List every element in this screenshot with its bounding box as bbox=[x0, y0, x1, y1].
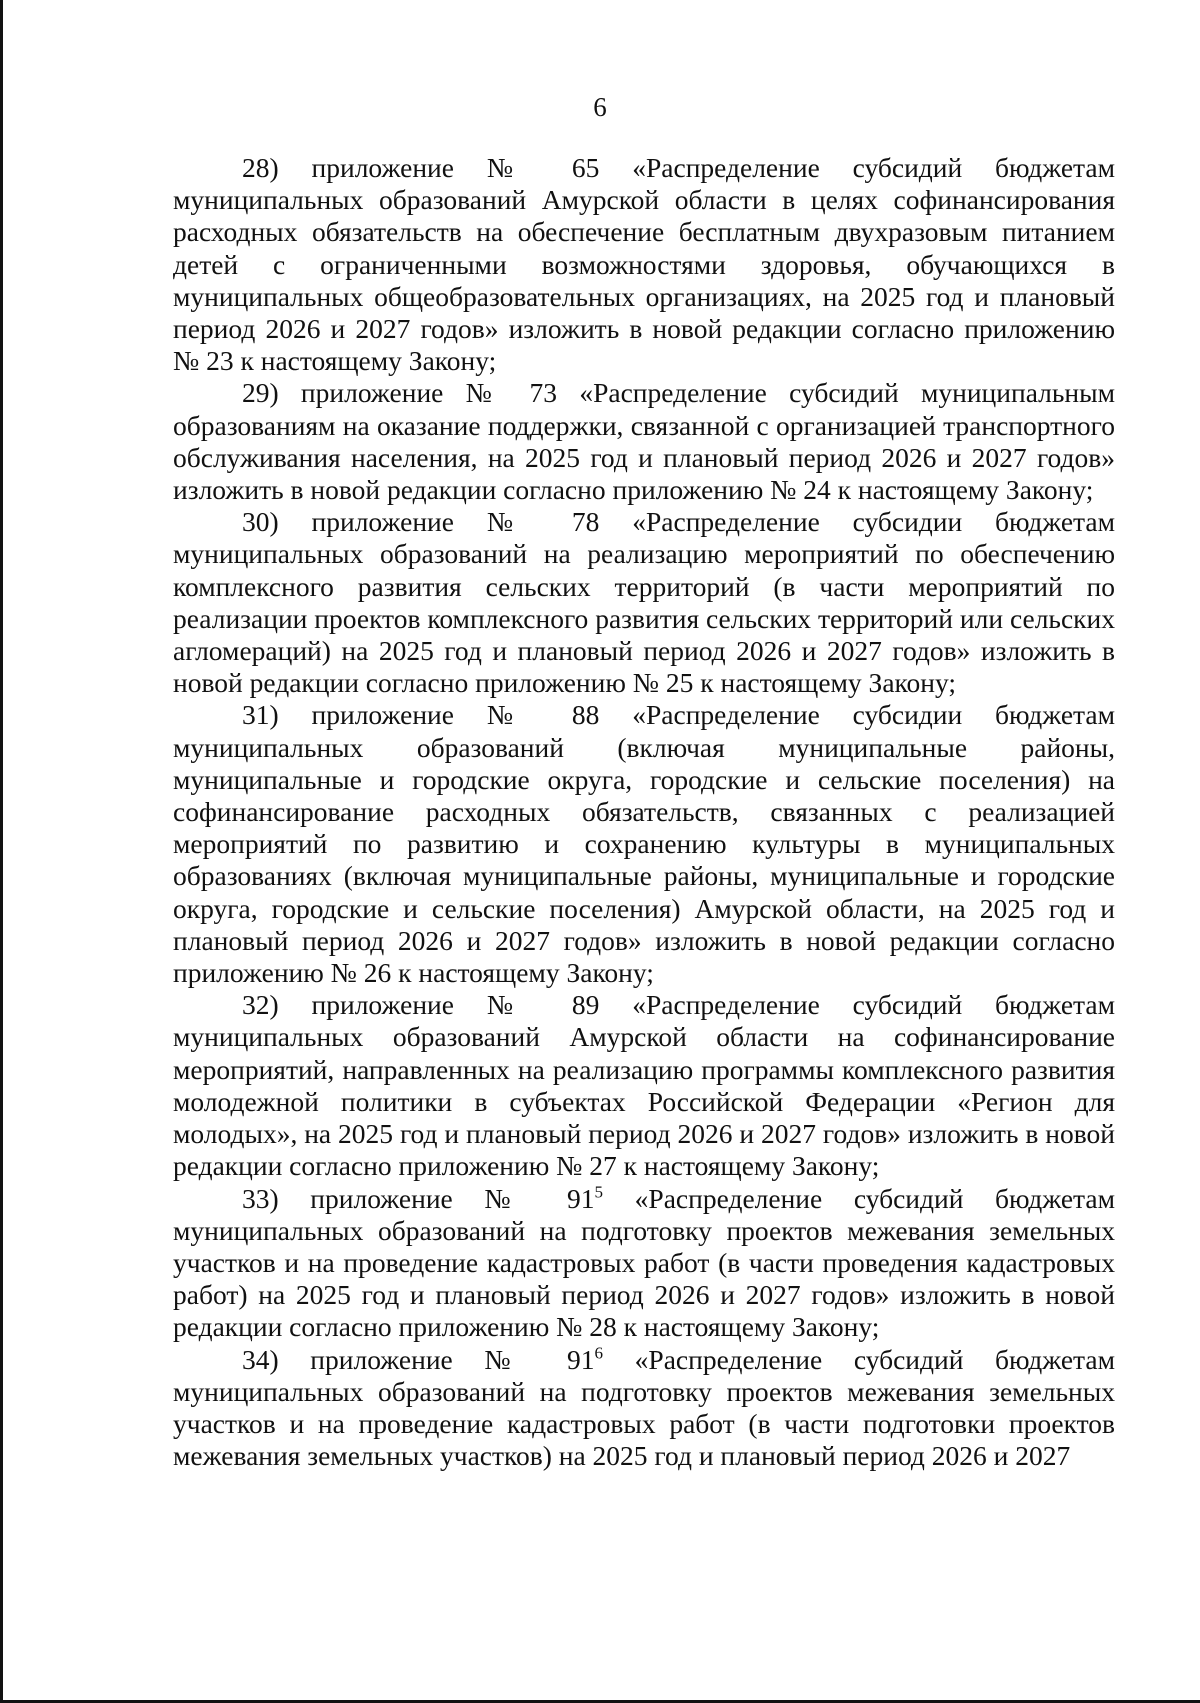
paragraph-32 bbox=[173, 989, 1115, 1182]
paragraph-text: 32) приложение № 89 «Распределение субсидий бюджетам муниципальных образований Амурской области на софинансирование мероприятий, направленных на реализацию программы комплексного развития молодежной политики в субъектах Российской Федерации «Регион для молодых», на 2025 год и плановый период 2026 и 2027 годов» изложить в новой редакции согласно приложению № 27 к настоящему Закону; bbox=[173, 989, 1115, 1182]
paragraph-28 bbox=[173, 152, 1115, 377]
superscript-index: 5 bbox=[594, 1181, 604, 1201]
paragraph-text: 31) приложение № 88 «Распределение субсидии бюджетам муниципальных образований (включая муниципальные районы, муниципальные и городские округа, городские и сельские поселения) на софинансирование расходных обязательств, связанных с реализацией мероприятий по развитию и сохранению культуры в муниципальных образованиях (включая муниципальные районы, муниципальные и городские округа, городские и сельские поселения) Амурской области, на 2025 год и плановый период 2026 и 2027 годов» изложить в новой редакции согласно приложению № 26 к настоящему Закону; bbox=[173, 699, 1115, 989]
paragraph-text-start: 33) приложение № 91 bbox=[242, 1182, 595, 1214]
page-number: 6 bbox=[593, 92, 607, 122]
paragraph-30 bbox=[173, 506, 1115, 699]
paragraph-text-start: 34) приложение № 91 bbox=[242, 1343, 595, 1375]
paragraph-34 bbox=[173, 1344, 1115, 1473]
paragraph-29 bbox=[173, 377, 1115, 506]
paragraph-text-rest: «Распределение субсидий бюджетам муниципальных образований на подготовку проектов межевания земельных участков и на проведение кадастровых работ (в части подготовки проектов межевания земельных участков) на 2025 год и плановый период 2026 и 2027 bbox=[173, 1343, 1115, 1472]
paragraph-text: 29) приложение № 73 «Распределение субсидий муниципальным образованиям на оказание поддержки, связанной с организацией транспортного обслуживания населения, на 2025 год и плановый период 2026 и 2027 годов» изложить в новой редакции согласно приложению № 24 к настоящему Закону; bbox=[173, 377, 1115, 506]
document-body bbox=[173, 152, 1115, 1472]
paragraph-31 bbox=[173, 699, 1115, 989]
paragraph-text: 30) приложение № 78 «Распределение субсидии бюджетам муниципальных образований на реализацию мероприятий по обеспечению комплексного развития сельских территорий (в части мероприятий по реализации проектов комплексного развития сельских территорий или сельских агломераций) на 2025 год и плановый период 2026 и 2027 годов» изложить в новой редакции согласно приложению № 25 к настоящему Закону; bbox=[173, 506, 1115, 699]
paragraph-text: 28) приложение № 65 «Распределение субсидий бюджетам муниципальных образований Амурской области в целях софинансирования расходных обязательств на обеспечение бесплатным двухразовым питанием детей с ограниченными возможностями здоровья, обучающихся в муниципальных общеобразовательных организациях, на 2025 год и плановый период 2026 и 2027 годов» изложить в новой редакции согласно приложению № 23 к настоящему Закону; bbox=[173, 152, 1115, 377]
scan-edge-left bbox=[0, 0, 3, 1703]
paragraph-33 bbox=[173, 1183, 1115, 1344]
superscript-index: 6 bbox=[594, 1342, 604, 1362]
paragraph-text-rest: «Распределение субсидий бюджетам муниципальных образований на подготовку проектов межевания земельных участков и на проведение кадастровых работ (в части проведения кадастровых работ) на 2025 год и плановый период 2026 и 2027 годов» изложить в новой редакции согласно приложению № 28 к настоящему Закону; bbox=[173, 1182, 1115, 1343]
